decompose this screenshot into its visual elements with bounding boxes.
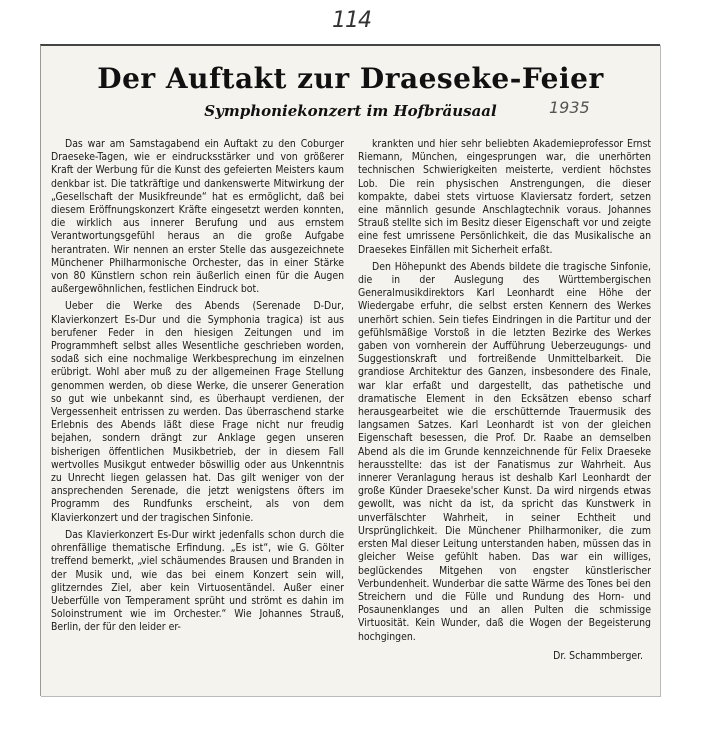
article-paragraph: Ueber die Werke des Abends (Serenade D-Dur, Klavierkonzert Es-Dur und die Symphonia tragica) ist aus berufener Feder in den hiesigen Zeitungen und im Programmheft selbst alles Wesentliche geschrieben worden, sodaß sich eine nochmalige Werkbesprechung im einzelnen erübrigt. Wohl aber muß zu der allgemeinen Frage Stellung genommen werden, ob diese Werke, die unserer Generation so gut wie unbekannt sind, es überhaupt verdienen, der Vergessenheit entrissen zu werden. Das überraschend starke Erlebnis des Abends läßt diese Frage nicht nur freudig bejahen, sondern drängt zur Anklage gegen unseren bisherigen öffentlichen Musikbetrieb, der in diesem Fall wertvolles Musikgut entweder böswillig oder aus Unkenntnis zu Unrecht liegen gelassen hat. Das gilt weniger von der ansprechenden Serenade, die jetzt wenigstens öfters im Programm des Rundfunks erscheint, als von dem Klavierkonzert und der tragischen Sinfonie. <box>51 300 344 524</box>
article-column-right <box>358 138 651 686</box>
handwritten-year-note: 1935 <box>549 98 590 117</box>
article-paragraph: Das Klavierkonzert Es-Dur wirkt jedenfalls schon durch die ohrenfällige thematische Erfindung. „Es ist“, wie G. Gölter treffend bemerkt, „viel schäumendes Brausen und Branden in der Musik und, wie das bei einem Konzert sein will, glitzerndes Ziel, aber kein Virtuosentändel. Außer einer Ueberfülle von Temperament sprüht und strömt es dahin im Soloinstrument wie im Orchester.“ Wie Johannes Strauß, Berlin, der für den leider er- <box>51 528 344 634</box>
article-paragraph: krankten und hier sehr beliebten Akademieprofessor Ernst Riemann, München, eingesprungen war, die unerhörten technischen Schwierigkeiten meisterte, verdient höchstes Lob. Die rein physischen Anstrengungen, die dieser kompakte, dabei stets virtuose Klaviersatz fordert, setzen eine männlich gesunde Anschlagtechnik voraus. Johannes Strauß stellte sich im Besitz dieser Eigenschaft vor und zeigte eine fest umrissene Persönlichkeit, die das Musikalische an Draesekes Einfällen mit Sicherheit erfaßt. <box>358 138 651 256</box>
article-headline: Der Auftakt zur Draeseke-Feier <box>97 62 604 95</box>
article-subtitle: Symphoniekonzert im Hofbräusaal <box>204 102 497 120</box>
article-body <box>51 138 651 686</box>
newspaper-clipping <box>40 44 660 696</box>
article-paragraph: Das war am Samstagabend ein Auftakt zu den Coburger Draeseke-Tagen, wie er eindrucksstärker und von größerer Kraft der Werbung für die Kunst des gefeierten Meisters kaum denkbar ist. Die tatkräftige und dankenswerte Mitwirkung der „Gesellschaft der Musikfreunde“ hat es ermöglicht, daß bei diesem Eröffnungskonzert Kräfte eingesetzt werden konnten, die wirklich aus innerer Berufung und aus ernstem Verantwortungsgefühl heraus an die große Aufgabe herantraten. Wir nennen an erster Stelle das ausgezeichnete Münchener Philharmonische Orchester, das in einer Stärke von 80 Künstlern schon rein äußerlich einen für die Augen außergewöhnlichen, festlichen Eindruck bot. <box>51 138 344 296</box>
article-paragraph: Den Höhepunkt des Abends bildete die tragische Sinfonie, die in der Auslegung des Württembergischen Generalmusikdirektors Karl Leonhardt eine Höhe der Wiedergabe erfuhr, die selbst ersten Kennern des Werkes unerhört schien. Sein tiefes Eindringen in die Partitur und der gefühlsmäßige Vorstoß in die letzten Bezirke des Werkes gaben von vornherein der Aufführung Ueberzeugungs- und Suggestionskraft und fortreißende Unmittelbarkeit. Die grandiose Architektur des Ganzen, insbesondere des Finale, war klar erfaßt und dargestellt, das pathetische und dramatische Element in den Ecksätzen ebenso scharf herausgearbeitet wie die erschütternde Trauermusik des langsamen Satzes. Karl Leonhardt ist von der gleichen Eigenschaft besessen, die Prof. Dr. Raabe an demselben Abend als die im Grunde kennzeichnende für Felix Draeseke herausstellte: das ist der Fanatismus zur Wahrheit. Aus innerer Veranlagung heraus ist deshalb Karl Leonhardt der große Künder Draeseke'scher Kunst. Da wird nirgends etwas gewollt, was nicht da ist, da spricht das Kunstwerk in unverfälschter Wahrheit, in seiner Echtheit und Ursprünglichkeit. Die Münchener Philharmoniker, die zum ersten Mal dieser Leitung unterstanden haben, müssen das in gleicher Weise gefühlt haben. Das war ein williges, beglückendes Mitgehen von engster künstlerischer Verbundenheit. Wunderbar die satte Wärme des Tones bei den Streichern und die Fülle und Rundung des Horn- und Posaunenklanges und an allen Pulten die schmissige Virtuosität. Kein Wunder, daß die Wogen der Begeisterung hochgingen. <box>358 260 651 643</box>
article-author: Dr. Schammberger. <box>553 649 643 662</box>
article-column-left <box>51 138 344 686</box>
page-number-annotation: 114 <box>332 8 371 33</box>
